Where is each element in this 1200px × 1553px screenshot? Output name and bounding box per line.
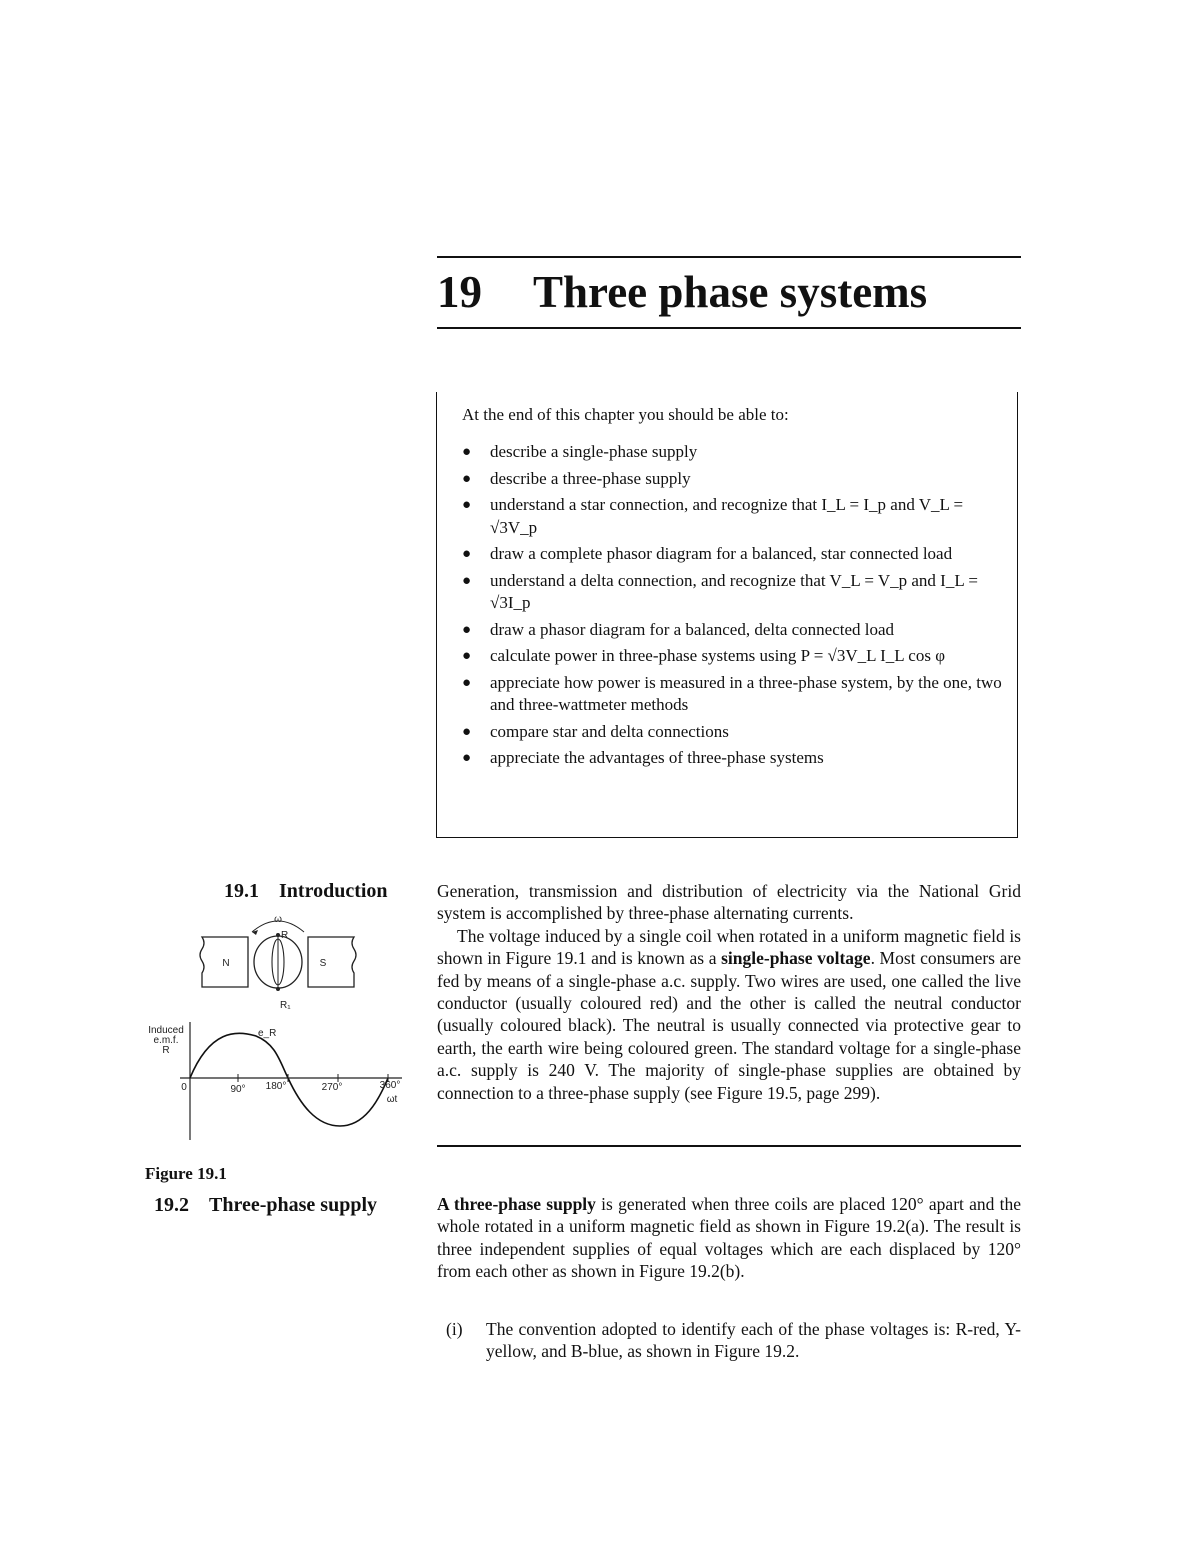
chapter-top-rule — [437, 256, 1021, 258]
omega-label: ω — [274, 914, 282, 925]
x-axis-unit: ωt — [386, 1094, 398, 1105]
bullet-icon: ● — [462, 750, 472, 766]
intro-paragraph-1: Generation, transmission and distribution of electricity via the National Grid system is accomplished by three-phase alternating currents. — [437, 881, 1021, 924]
bullet-icon: ● — [462, 648, 472, 664]
bullet-icon: ● — [462, 546, 472, 562]
list-item-text: The convention adopted to identify each of the phase voltages is: R-red, Y-yellow, and B-blue, as shown in Figure 19.2. — [486, 1319, 1021, 1362]
section-three-phase-body — [437, 1193, 1021, 1283]
tick-0: 0 — [181, 1082, 187, 1093]
bullet-icon: ● — [462, 497, 472, 513]
section-heading-introduction: 19.1 Introduction — [224, 880, 388, 902]
curve-label: e_R — [258, 1028, 277, 1039]
chapter-number: 19 — [437, 267, 482, 317]
y-label-3: R — [162, 1045, 170, 1056]
objective-item: ● appreciate how power is measured in a three-phase system, by the one, two and three-wattmeter methods — [462, 672, 1002, 714]
objective-item: ● draw a complete phasor diagram for a balanced, star connected load — [462, 543, 1002, 566]
bullet-icon: ● — [462, 444, 472, 460]
list-item-i — [446, 1318, 1021, 1363]
objective-item: ● calculate power in three-phase systems using P = √3V_L I_L cos φ — [462, 645, 1002, 668]
coil-r-label: R — [281, 930, 289, 941]
figure-caption: Figure 19.1 — [145, 1164, 227, 1183]
objective-item: ● understand a delta connection, and recognize that V_L = V_p and I_L = √3I_p — [462, 570, 978, 612]
chapter-title — [437, 262, 1021, 322]
bullet-icon: ● — [462, 572, 472, 589]
objective-item: ● appreciate the advantages of three-phase systems — [462, 747, 1002, 770]
objective-item: ● draw a phasor diagram for a balanced, delta connected load — [462, 619, 1002, 642]
bullet-icon: ● — [462, 470, 472, 487]
magnet-n-label: N — [222, 958, 230, 969]
figure-19-1 — [140, 912, 420, 1144]
objectives-list — [462, 441, 1002, 774]
list-item-label: (i) — [446, 1319, 463, 1339]
tick-180: 180° — [265, 1081, 287, 1092]
sine-curve — [190, 1033, 388, 1126]
section-introduction-body — [437, 880, 1021, 1104]
three-phase-paragraph-1: A three-phase supply is generated when three coils are placed 120° apart and the whole rotated in a uniform magnetic field as shown in Figure 19.2(a). The result is three independent supplies of equal voltages which are each displaced by 120° from each other as shown in Figure 19.2(b). — [437, 1194, 1021, 1282]
tick-270: 270° — [321, 1082, 343, 1093]
y-label-1: Induced — [148, 1025, 184, 1036]
objective-item: ● compare star and delta connections — [462, 721, 1002, 744]
objective-item: ● describe a three-phase supply — [462, 468, 1002, 491]
objectives-intro: At the end of this chapter you should be able to: — [462, 405, 789, 424]
bullet-icon: ● — [462, 621, 472, 638]
chapter-title-text: Three phase systems — [533, 267, 928, 317]
bullet-icon: ● — [462, 723, 472, 740]
tick-90: 90° — [230, 1084, 246, 1095]
y-label-2: e.m.f. — [153, 1035, 179, 1046]
intro-paragraph-2: The voltage induced by a single coil when rotated in a uniform magnetic field is shown in Figure 19.1 and is known as a single-phase voltage. Most consumers are fed by means of a single-phase a.c. supply. Two wires are used, one called the live conductor (usually coloured red) and the other is called the neutral conductor (usually coloured black). The neutral is usually connected via protective gear to earth, the earth wire being coloured green. The standard voltage for a single-phase a.c. supply is 240 V. The majority of single-phase supplies are obtained by connection to a three-phase supply (see Figure 19.5, page 299). — [437, 925, 1021, 1103]
magnet-s-label: S — [319, 958, 327, 969]
south-magnet — [308, 937, 356, 987]
section-separator-rule — [437, 1145, 1021, 1147]
section-heading-three-phase-supply: 19.2 Three-phase supply — [154, 1194, 378, 1216]
tick-360: 360° — [379, 1080, 401, 1091]
objective-item: ● describe a single-phase supply — [462, 441, 1002, 464]
coil-r1-label: R₁ — [280, 1000, 291, 1011]
bullet-icon: ● — [462, 674, 472, 691]
chapter-bottom-rule — [437, 327, 1021, 329]
objective-item: ● understand a star connection, and recognize that I_L = I_p and V_L = √3V_p — [462, 495, 964, 537]
